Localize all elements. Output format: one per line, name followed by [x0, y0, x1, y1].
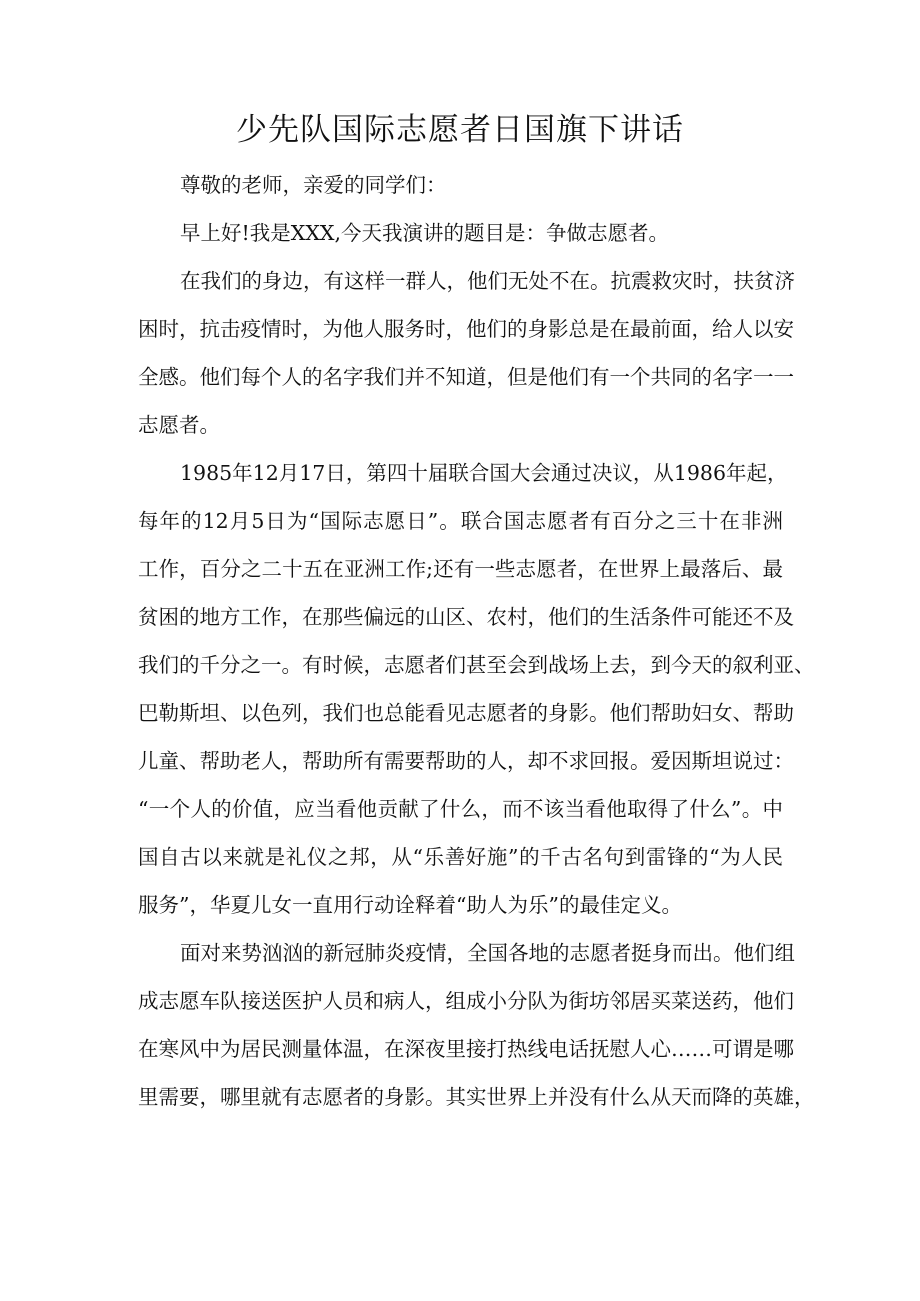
body-line: 儿童、帮助老人，帮助所有需要帮助的人，却不求回报。爱因斯坦说过： [138, 749, 794, 773]
salutation-line: 尊敬的老师，亲爱的同学们： [180, 173, 447, 197]
body-line: 志愿者。 [138, 413, 220, 437]
body-line: 全感。他们每个人的名字我们并不知道，但是他们有一个共同的名字一一 [138, 365, 794, 389]
body-line: 国自古以来就是礼仪之邦，从“乐善好施”的千古名句到雷锋的“为人民 [138, 845, 783, 869]
document-title: 少先队国际志愿者日国旗下讲话 [236, 112, 684, 148]
body-line: 里需要，哪里就有志愿者的身影。其实世界上并没有什么从天而降的英雄， [138, 1085, 815, 1109]
body-line: 工作，百分之二十五在亚洲工作;还有一些志愿者，在世界上最落后、最 [138, 557, 783, 581]
body-line: 在寒风中为居民测量体温，在深夜里接打热线电话抚慰人心……可谓是哪 [138, 1037, 794, 1061]
body-line: 服务”，华夏儿女一直用行动诠释着“助人为乐”的最佳定义。 [138, 893, 682, 917]
body-line: 1985年12月17日，第四十届联合国大会通过决议，从1986年起， [180, 461, 788, 485]
body-line: 我们的千分之一。有时候，志愿者们甚至会到战场上去，到今天的叙利亚、 [138, 653, 815, 677]
body-line: 在我们的身边，有这样一群人，他们无处不在。抗震救灾时，扶贫济 [180, 269, 795, 293]
body-line: 每年的12月5日为“国际志愿日”。联合国志愿者有百分之三十在非洲 [138, 509, 783, 533]
body-line: 面对来势汹汹的新冠肺炎疫情，全国各地的志愿者挺身而出。他们组 [180, 941, 795, 965]
body-line: 成志愿车队接送医护人员和病人，组成小分队为街坊邻居买菜送药，他们 [138, 989, 794, 1013]
body-line: “一个人的价值，应当看他贡献了什么，而不该当看他取得了什么”。中 [138, 797, 783, 821]
body-line: 困时，抗击疫情时，为他人服务时，他们的身影总是在最前面，给人以安 [138, 317, 794, 341]
body-line: 巴勒斯坦、以色列，我们也总能看见志愿者的身影。他们帮助妇女、帮助 [138, 701, 794, 725]
greeting-line: 早上好!我是XXX,今天我演讲的题目是：争做志愿者。 [180, 221, 670, 245]
body-line: 贫困的地方工作，在那些偏远的山区、农村，他们的生活条件可能还不及 [138, 605, 794, 629]
